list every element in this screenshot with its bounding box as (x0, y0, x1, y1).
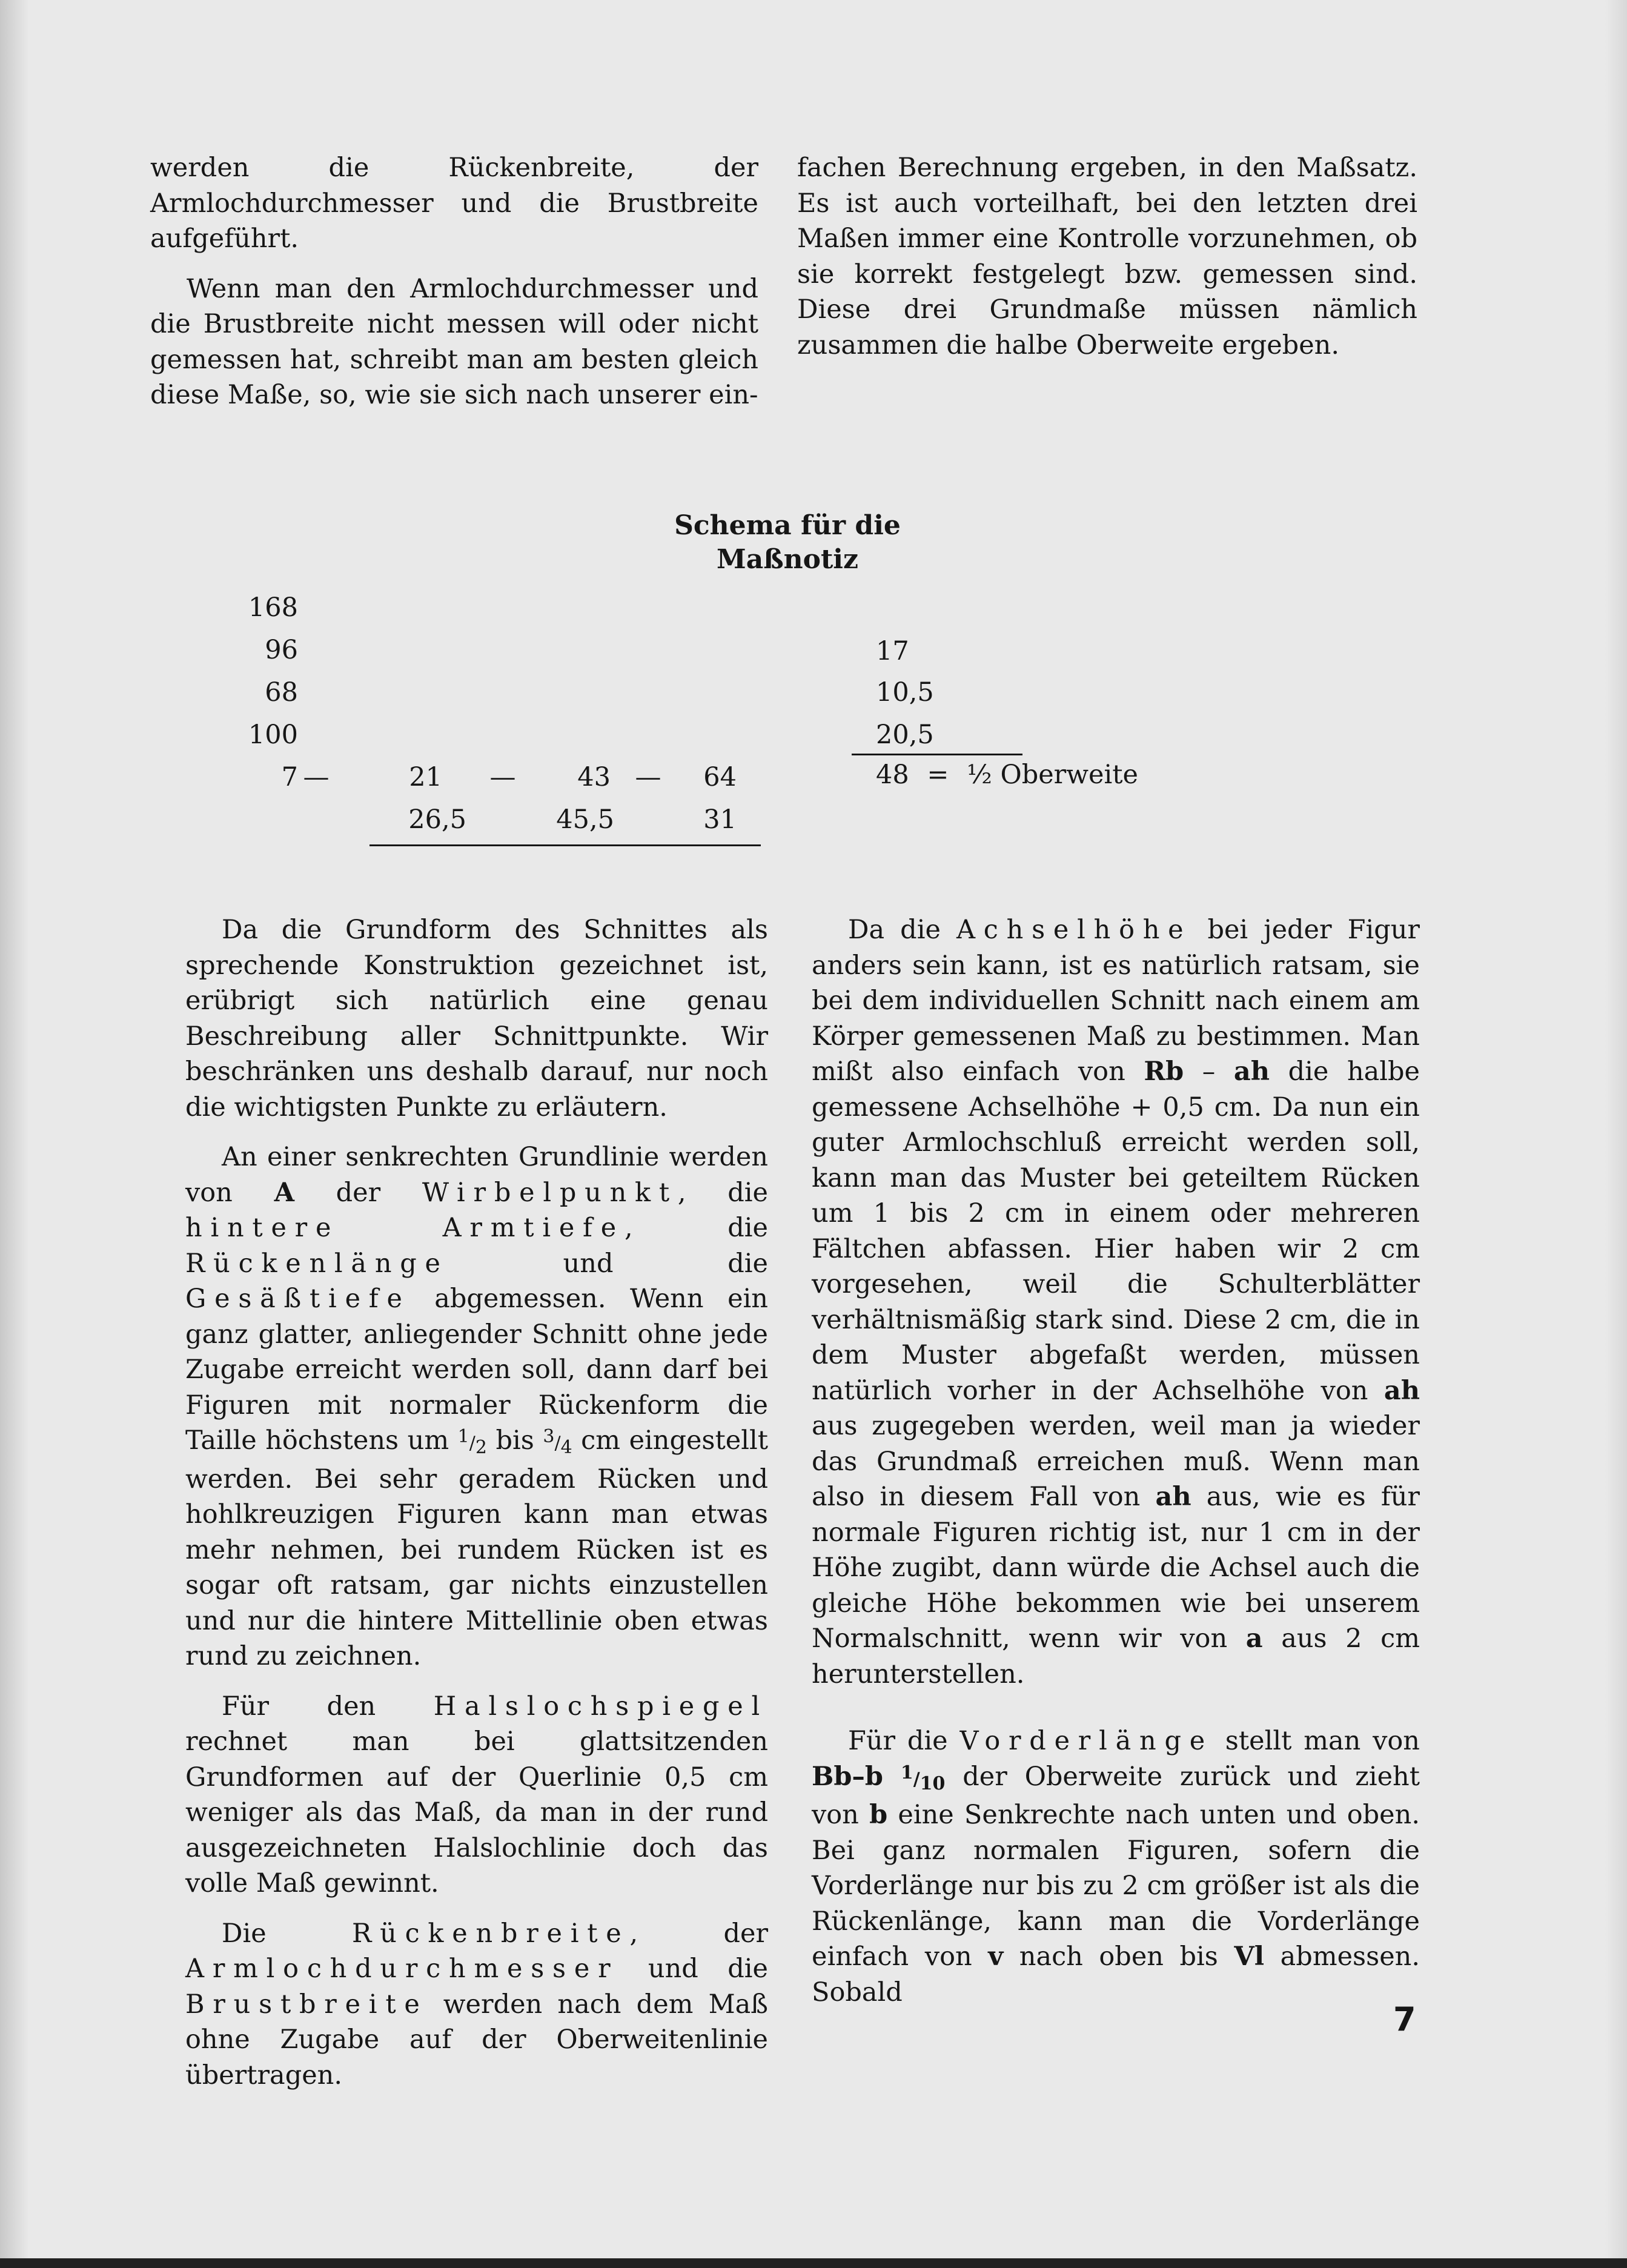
scan-border-bottom (0, 2258, 1627, 2268)
paragraph (812, 912, 1420, 1692)
schema-sum-line (369, 844, 761, 846)
fraction: $^1/_2$ (457, 1426, 487, 1458)
point-label: ah (1233, 1056, 1270, 1087)
schema-value: 96 (265, 635, 298, 665)
text-run: Für den (222, 1691, 434, 1722)
schema-dash: — (489, 762, 516, 792)
schema-value: 68 (265, 677, 298, 708)
fraction-numerator: 1 (457, 1426, 469, 1447)
fraction-denominator: 4 (560, 1437, 572, 1458)
paragraph (185, 1689, 768, 1902)
point-label: A (274, 1177, 294, 1208)
text-run: An einer senkrechten Grundlinie werden von (185, 1142, 768, 1208)
fraction: $^1/_{10}$ (900, 1762, 946, 1794)
half-fraction: ½ (967, 760, 992, 790)
text-run: Die (222, 1918, 352, 1949)
text-run: abmessen. Sobald (812, 1941, 1420, 2008)
spaced-term: Gesäßtiefe (185, 1284, 411, 1314)
equals-sign: = (927, 760, 949, 790)
spaced-term: Halslochspiegel (433, 1691, 768, 1722)
spaced-term: Armlochdurchmesser (185, 1954, 619, 1984)
schema-sum-label: Oberweite (1000, 760, 1138, 790)
schema-value: 17 (876, 636, 909, 666)
text-run: , die (624, 1213, 768, 1243)
text-run: , die (677, 1177, 768, 1208)
text-run: bei jeder Figur anders sein kann, ist es natürlich ratsam, sie bei dem individuellen Schnitt nach einem am Körper gemessenen Maß zu bestimmen. Man mißt also einfach von (812, 915, 1420, 1087)
schema-value: 7 (281, 762, 298, 792)
fraction-denominator: 2 (475, 1437, 487, 1458)
point-label: b (869, 1800, 888, 1830)
schema-dash: — (635, 762, 661, 792)
spaced-term: hintere Armtiefe (185, 1213, 625, 1243)
paragraph (185, 1916, 768, 2094)
left-column (185, 912, 768, 2093)
schema-dash: — (303, 762, 330, 792)
text-run: bis (486, 1425, 543, 1456)
text-run: und die (448, 1248, 768, 1279)
schema-value: 26,5 (408, 804, 466, 835)
spaced-term: Rückenbreite (352, 1918, 630, 1949)
point-label: ah (1155, 1482, 1191, 1512)
text-run: Für die (848, 1726, 960, 1756)
text-run: – (1184, 1056, 1234, 1087)
text-run: Da die (848, 915, 956, 945)
text-run: aus, wie es für normale Figuren richtig ist, nur 1 cm in der Höhe zugibt, dann würde die Achsel auch die gleiche Höhe bekommen wie bei unserem Normalschnitt, wenn wir von (812, 1482, 1420, 1654)
paragraph: werden die Rückenbreite, der Armlochdurchmesser und die Brustbreite aufgeführt. (150, 153, 758, 254)
point-label: v (988, 1941, 1004, 1972)
paragraph: fachen Berechnung ergeben, in den Maßsatz. Es ist auch vorteilhaft, bei den letzten drei Maßen immer eine Kontrolle vorzunehmen, ob sie korrekt festgelegt bzw. gemessen sind. Diese drei Grundmaße müssen nämlich zusammen die halbe Oberweite ergeben. (797, 153, 1417, 360)
schema-value: 21 (409, 762, 442, 792)
page-edge-right (1605, 0, 1627, 2268)
spaced-term: Wirbelpunkt (422, 1177, 678, 1208)
text-run: stellt man von (1213, 1726, 1420, 1756)
top-left-column (150, 150, 758, 413)
point-label: ah (1383, 1375, 1420, 1406)
spaced-term: Achselhöhe (956, 915, 1192, 945)
spaced-term: Rückenlänge (185, 1248, 449, 1279)
text-run: cm eingestellt werden. Bei sehr geradem Rücken und hohlkreuzigen Figuren kann man etwas mehr nehmen, bei rundem Rücken ist es sogar oft ratsam, gar nichts einzustellen und nur die hintere Mittellinie oben etwas rund zu zeichnen. (185, 1425, 769, 1671)
schema-value: 64 (703, 762, 737, 792)
page-edge-left (0, 0, 29, 2268)
paragraph: Da die Grundform des Schnittes als sprechende Konstruktion gezeichnet ist, erübrigt sich natürlich eine genau Beschreibung aller Schnittpunkte. Wir beschränken uns deshalb darauf, nur noch die wichtigsten Punkte zu erläutern. (185, 915, 768, 1122)
page-number: 7 (1393, 2000, 1416, 2038)
fraction-numerator: 3 (543, 1426, 555, 1447)
spaced-term: Vorderlänge (959, 1726, 1213, 1756)
point-label: Vl (1234, 1941, 1265, 1972)
schema-value: 31 (703, 804, 737, 835)
fraction-numerator: 1 (900, 1762, 913, 1783)
fraction: $^3/_4$ (543, 1426, 572, 1458)
text-run: und die (618, 1954, 768, 1984)
text-run: aus 2 cm herunterstellen. (812, 1623, 1420, 1689)
text-run: nach oben bis (1003, 1941, 1234, 1972)
schema-value: 20,5 (876, 720, 934, 750)
paragraph (185, 1139, 768, 1674)
text-run: aus zugegeben werden, weil man ja wieder das Grundmaß erreichen muß. Wenn man also in diesem Fall von (812, 1411, 1420, 1512)
text-run: der Oberweite zurück und zieht von (812, 1761, 1420, 1830)
spaced-term: Brustbreite (185, 1989, 428, 2020)
text-run: rechnet man bei glattsitzenden Grundformen auf der Querlinie 0,5 cm weniger als das Maß, da man in der rund ausgezeichneten Halslochlinie doch das volle Maß gewinnt. (185, 1726, 768, 1898)
right-column (812, 912, 1420, 2010)
text-run: abgemessen. Wenn ein ganz glatter, anliegender Schnitt ohne jede Zugabe erreicht werden soll, dann darf bei Figuren mit normaler Rückenform die Taille höchstens um (185, 1284, 768, 1456)
schema-value: 10,5 (876, 677, 934, 708)
point-label: Rb (1144, 1056, 1184, 1087)
schema-value: 45,5 (556, 804, 614, 835)
fraction-denominator: 10 (920, 1772, 946, 1794)
point-label: Bb–b (812, 1761, 883, 1792)
text-run: eine Senkrechte nach unten und oben. Bei ganz normalen Figuren, sofern die Vorderlänge nur bis zu 2 cm größer ist als die Rückenlänge, kann man die Vorderlänge einfach von (812, 1800, 1420, 1972)
schema-sum-value: 48 (876, 760, 909, 790)
schema-value: 43 (577, 762, 611, 792)
point-label: a (1245, 1623, 1263, 1654)
text-run: die halbe gemessene Achselhöhe + 0,5 cm. Da nun ein guter Armlochschluß erreicht werden soll, kann man das Muster bei geteiltem Rücken um 1 bis 2 cm in einem oder mehreren Fältchen abfassen. Hier haben wir 2 cm vorgesehen, weil die Schulterblätter verhältnismäßig stark sind. Diese 2 cm, die in dem Muster abgefaßt werden, müssen natürlich vorher in der Achselhöhe von (812, 1056, 1420, 1406)
text-run: , der (629, 1918, 768, 1949)
schema-value: 100 (248, 720, 298, 750)
top-right-column (797, 150, 1417, 363)
schema-heading: Schema für die Maßnotiz (674, 510, 901, 575)
text-run: werden nach dem Maß ohne Zugabe auf der Oberweitenlinie übertragen. (185, 1989, 768, 2091)
paragraph (812, 1723, 1420, 2010)
schema-sum (876, 754, 1138, 796)
text-run: der (294, 1177, 422, 1208)
schema-value: 168 (248, 592, 298, 623)
paragraph: Wenn man den Armlochdurchmesser und die Brustbreite nicht messen will oder nicht gemessen hat, schreibt man am besten gleich diese Maße, so, wie sie sich nach unserer ein- (150, 273, 758, 410)
